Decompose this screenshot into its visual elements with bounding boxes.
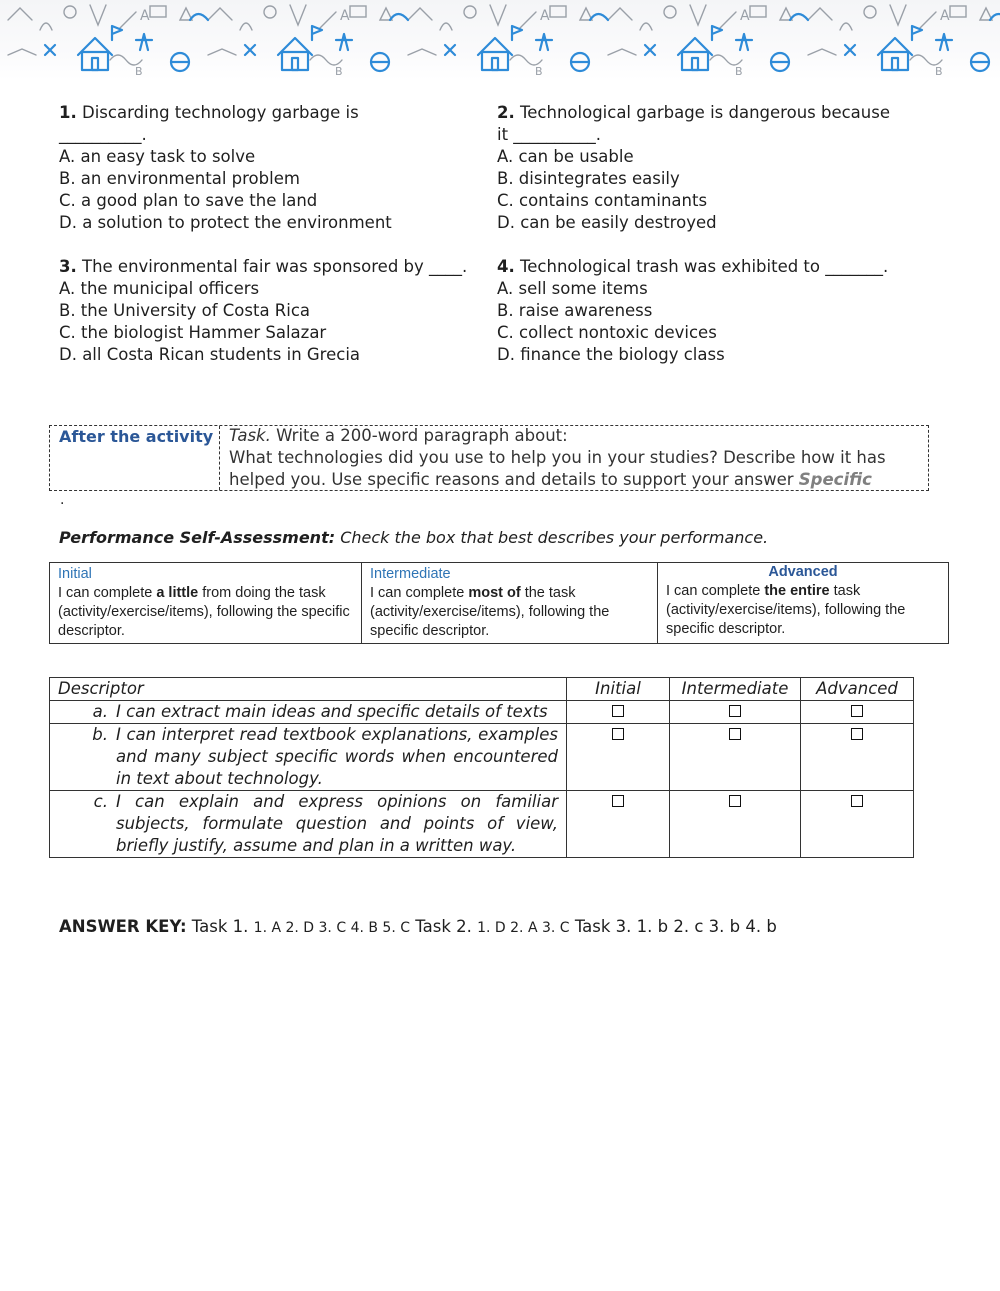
self-assessment-instruction: Check the box that best describes your performance. xyxy=(340,528,769,547)
task-question: What technologies did you use to help you in your studies? Describe how it has xyxy=(229,448,886,467)
table-row xyxy=(50,701,914,724)
option-b: B. the University of Costa Rica xyxy=(59,301,311,320)
performance-levels-table xyxy=(49,562,949,644)
level-advanced xyxy=(658,563,949,644)
answer-task2-values: 1. D 2. A 3. C xyxy=(477,920,570,936)
header-advanced: Advanced xyxy=(801,678,914,701)
decorative-banner xyxy=(0,0,1000,80)
question-3 xyxy=(59,256,467,366)
self-assessment-title: Performance Self-Assessment: xyxy=(59,528,336,547)
answer-task1-values: 1. A 2. D 3. C 4. B 5. C xyxy=(253,920,411,936)
question-number: 4. xyxy=(497,257,515,276)
checkbox-initial[interactable] xyxy=(612,728,624,740)
level-text-bold: the entire xyxy=(764,583,830,599)
level-text-bold: most of xyxy=(468,585,521,601)
after-activity-box xyxy=(49,425,929,491)
question-4 xyxy=(497,256,888,366)
option-a: A. an easy task to solve xyxy=(59,147,256,166)
checkbox-advanced[interactable] xyxy=(851,728,863,740)
descriptor-table xyxy=(49,677,914,858)
answer-task1: Task 1. xyxy=(186,917,254,936)
task-line-3 xyxy=(229,469,929,491)
level-name: Intermediate xyxy=(370,566,451,582)
header-initial: Initial xyxy=(567,678,670,701)
table-header-row xyxy=(50,678,914,701)
level-text-pre: I can complete xyxy=(370,585,469,601)
level-name: Initial xyxy=(58,566,92,582)
question-number: 2. xyxy=(497,103,515,122)
question-text: Discarding technology garbage is xyxy=(82,103,359,122)
question-2 xyxy=(497,102,890,234)
option-d: D. a solution to protect the environment xyxy=(59,213,392,232)
checkbox-initial[interactable] xyxy=(612,705,624,717)
checkbox-advanced[interactable] xyxy=(851,795,863,807)
level-text-post: the task (activity/exercise/items), following the specific descriptor. xyxy=(370,585,610,639)
option-c: C. contains contaminants xyxy=(497,191,708,210)
task-prompt xyxy=(229,425,929,491)
question-text: Technological garbage is dangerous because xyxy=(520,103,891,122)
level-initial xyxy=(50,563,362,644)
table-row xyxy=(50,724,914,791)
task-line: Write a 200-word paragraph about: xyxy=(276,426,568,445)
option-c: C. collect nontoxic devices xyxy=(497,323,717,342)
level-text-post: task (activity/exercise/items), following the specific descriptor. xyxy=(666,583,906,637)
descriptor-cell xyxy=(50,701,567,724)
option-a: A. sell some items xyxy=(497,279,648,298)
level-text-pre: I can complete xyxy=(58,585,157,601)
row-marker: b. xyxy=(92,725,108,744)
option-d: D. finance the biology class xyxy=(497,345,725,364)
answer-task3: Task 3. 1. b 2. c 3. b 4. b xyxy=(569,917,777,936)
checkbox-intermediate[interactable] xyxy=(729,705,741,717)
question-1 xyxy=(59,102,392,234)
option-b: B. disintegrates easily xyxy=(497,169,680,188)
descriptor-cell xyxy=(50,791,567,858)
question-number: 1. xyxy=(59,103,77,122)
level-text-post: from doing the task (activity/exercise/items), following the specific descriptor. xyxy=(58,585,350,639)
box-divider xyxy=(219,426,220,490)
header-descriptor: Descriptor xyxy=(50,678,567,701)
question-blank: it __________. xyxy=(497,125,602,144)
task-line-3-tail: Specific xyxy=(798,470,872,489)
option-c: C. a good plan to save the land xyxy=(59,191,318,210)
option-a: A. the municipal officers xyxy=(59,279,260,298)
level-name: Advanced xyxy=(768,564,838,580)
table-row xyxy=(50,791,914,858)
row-text: I can extract main ideas and specific details of texts xyxy=(116,702,548,721)
descriptor-cell xyxy=(50,724,567,791)
row-text: I can interpret read textbook explanations, examples and many subject specific words when encountered in text about technology. xyxy=(116,725,558,788)
question-text: The environmental fair was sponsored by ____. xyxy=(82,257,468,276)
question-text: Technological trash was exhibited to _______. xyxy=(520,257,889,276)
after-activity-label: After the activity xyxy=(59,427,214,446)
school-doodle-pattern xyxy=(0,0,1000,80)
option-c: C. the biologist Hammer Salazar xyxy=(59,323,327,342)
row-marker: a. xyxy=(92,702,108,721)
answer-task2: Task 2. xyxy=(410,917,478,936)
checkbox-intermediate[interactable] xyxy=(729,728,741,740)
level-intermediate xyxy=(362,563,658,644)
option-d: D. can be easily destroyed xyxy=(497,213,717,232)
answer-key-label: ANSWER KEY: xyxy=(59,917,187,936)
checkbox-intermediate[interactable] xyxy=(729,795,741,807)
option-b: B. raise awareness xyxy=(497,301,653,320)
level-text-pre: I can complete xyxy=(666,583,765,599)
option-d: D. all Costa Rican students in Grecia xyxy=(59,345,361,364)
answer-key xyxy=(59,917,777,936)
question-number: 3. xyxy=(59,257,77,276)
task-line-3-text: helped you. Use specific reasons and details to support your answer xyxy=(229,470,794,489)
svg-text:A: A xyxy=(140,8,150,24)
self-assessment-heading xyxy=(59,528,768,547)
header-intermediate: Intermediate xyxy=(670,678,801,701)
svg-text:B: B xyxy=(135,65,143,78)
level-text-bold: a little xyxy=(156,585,199,601)
checkbox-advanced[interactable] xyxy=(851,705,863,717)
checkbox-initial[interactable] xyxy=(612,795,624,807)
stray-dot: . xyxy=(60,492,65,508)
task-word: Task. xyxy=(229,426,271,445)
row-text: I can explain and express opinions on familiar subjects, formulate question and points of view, briefly justify, assume and plan in a written way. xyxy=(116,792,558,855)
option-b: B. an environmental problem xyxy=(59,169,300,188)
question-blank: __________. xyxy=(59,125,147,144)
row-marker: c. xyxy=(93,792,108,811)
option-a: A. can be usable xyxy=(497,147,634,166)
